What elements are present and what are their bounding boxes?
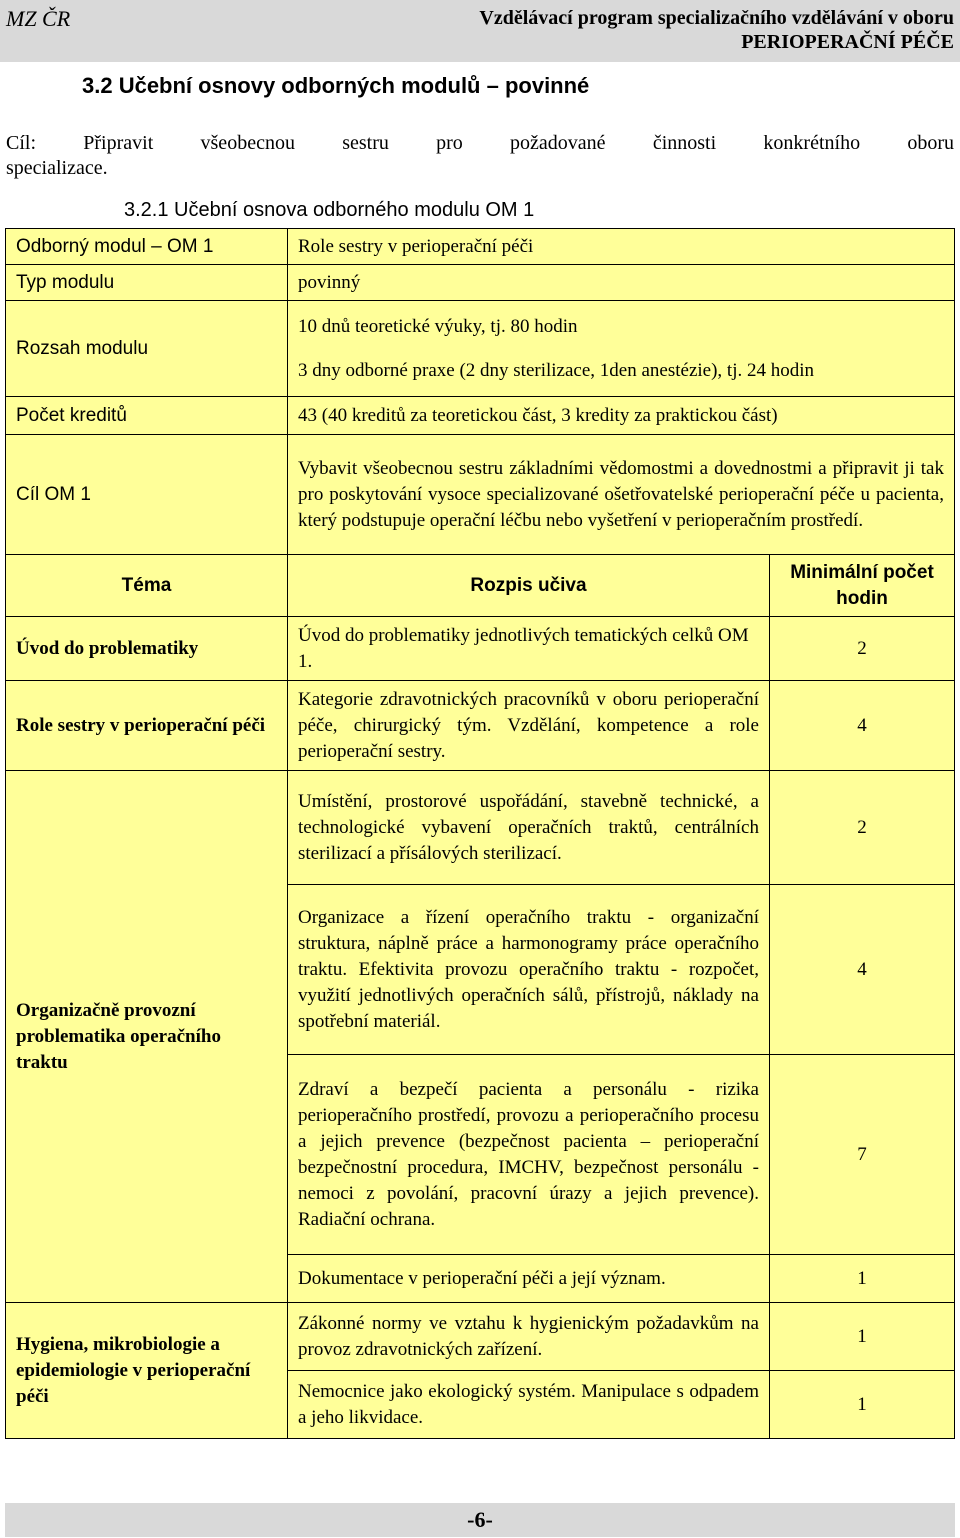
- table-row: [6, 1303, 955, 1371]
- page-number: -6-: [5, 1503, 955, 1537]
- scope-value: [288, 301, 955, 397]
- row-content: Úvod do problematiky jednotlivých tematických celků OM 1.: [288, 617, 770, 681]
- module-table: [5, 228, 955, 1439]
- row-hours: 4: [770, 681, 955, 771]
- module-value: Role sestry v perioperační péči: [288, 229, 955, 265]
- header-right: [479, 6, 954, 54]
- row-content: Kategorie zdravotnických pracovníků v oboru perioperační péče, chirurgický tým. Vzdělání, kompetence a role perioperační sestry.: [288, 681, 770, 771]
- type-value: povinný: [288, 265, 955, 301]
- col-topic: Téma: [6, 555, 288, 617]
- row-topic: Hygiena, mikrobiologie a epidemiologie v perioperační péči: [6, 1303, 288, 1439]
- row-content: Nemocnice jako ekologický systém. Manipulace s odpadem a jeho likvidace.: [288, 1371, 770, 1439]
- row-hours: 1: [770, 1303, 955, 1371]
- type-row: [6, 265, 955, 301]
- table-row: [6, 771, 955, 885]
- goal-row: [6, 435, 955, 555]
- subsection-title: 3.2.1 Učební osnova odborného modulu OM 1: [124, 199, 535, 221]
- type-label: Typ modulu: [6, 265, 288, 301]
- goal-label: Cíl OM 1: [6, 435, 288, 555]
- row-hours: 2: [770, 771, 955, 885]
- column-header-row: [6, 555, 955, 617]
- table-row: [6, 681, 955, 771]
- module-row: [6, 229, 955, 265]
- module-label: Odborný modul – OM 1: [6, 229, 288, 265]
- row-content: Organizace a řízení operačního traktu - organizační struktura, náplně práce a harmonogramy práce operačního traktu. Efektivita provozu operačního traktu - rozpočet, využití jednotlivých operačních sálů, přístrojů, náklady na spotřební materiál.: [288, 885, 770, 1055]
- header-right-line1: Vzdělávací program specializačního vzdělávání v oboru: [479, 7, 954, 29]
- table-row: [6, 617, 955, 681]
- row-content: Dokumentace v perioperační péči a její význam.: [288, 1255, 770, 1303]
- goal-line1: Cíl: Připravit všeobecnou sestru pro požadované činnosti konkrétního oboru: [6, 132, 954, 154]
- row-content: Zákonné normy ve vztahu k hygienickým požadavkům na provoz zdravotnických zařízení.: [288, 1303, 770, 1371]
- col-hours: Minimální počet hodin: [770, 555, 955, 617]
- goal-value: Vybavit všeobecnou sestru základními vědomostmi a dovednostmi a připravit ji tak pro poskytování vysoce specializované ošetřovatelské perioperační péče u pacienta, který podstupuje operační léčbu nebo vyšetření v perioperačním prostředí.: [288, 435, 955, 555]
- scope-value-practice: 3 dny odborné praxe (2 dny sterilizace, 1den anestézie), tj. 24 hodin: [298, 359, 814, 381]
- row-hours: 2: [770, 617, 955, 681]
- scope-value-theory: 10 dnů teoretické výuky, tj. 80 hodin: [298, 315, 578, 337]
- row-hours: 1: [770, 1371, 955, 1439]
- credits-label: Počet kreditů: [6, 397, 288, 435]
- row-topic: Organizačně provozní problematika operačního traktu: [6, 771, 288, 1303]
- goal-line2: specializace.: [6, 157, 108, 179]
- row-topic: Role sestry v perioperační péči: [6, 681, 288, 771]
- row-content: Zdraví a bezpečí pacienta a personálu - rizika perioperačního prostředí, provozu a perioperačního procesu a jejich prevence (bezpečnost pacienta – perioperační bezpečnostní procedura, IMCHV, bezpečnost personálu - nemoci z povolání, pracovní úrazy a jejich prevence). Radiační ochrana.: [288, 1055, 770, 1255]
- row-hours: 1: [770, 1255, 955, 1303]
- row-hours: 7: [770, 1055, 955, 1255]
- section-title: 3.2 Učební osnovy odborných modulů – povinné: [82, 73, 590, 98]
- col-content: Rozpis učiva: [288, 555, 770, 617]
- page-header: [0, 0, 960, 62]
- header-left: MZ ČR: [6, 6, 71, 31]
- scope-row: [6, 301, 955, 397]
- row-topic: Úvod do problematiky: [6, 617, 288, 681]
- header-right-line2: PERIOPERAČNÍ PÉČE: [741, 31, 954, 53]
- row-hours: 4: [770, 885, 955, 1055]
- scope-label: Rozsah modulu: [6, 301, 288, 397]
- credits-row: [6, 397, 955, 435]
- credits-value: 43 (40 kreditů za teoretickou část, 3 kredity za praktickou část): [288, 397, 955, 435]
- row-content: Umístění, prostorové uspořádání, stavebně technické, a technologické vybavení operačních traktů, centrálních sterilizací a přísálových sterilizací.: [288, 771, 770, 885]
